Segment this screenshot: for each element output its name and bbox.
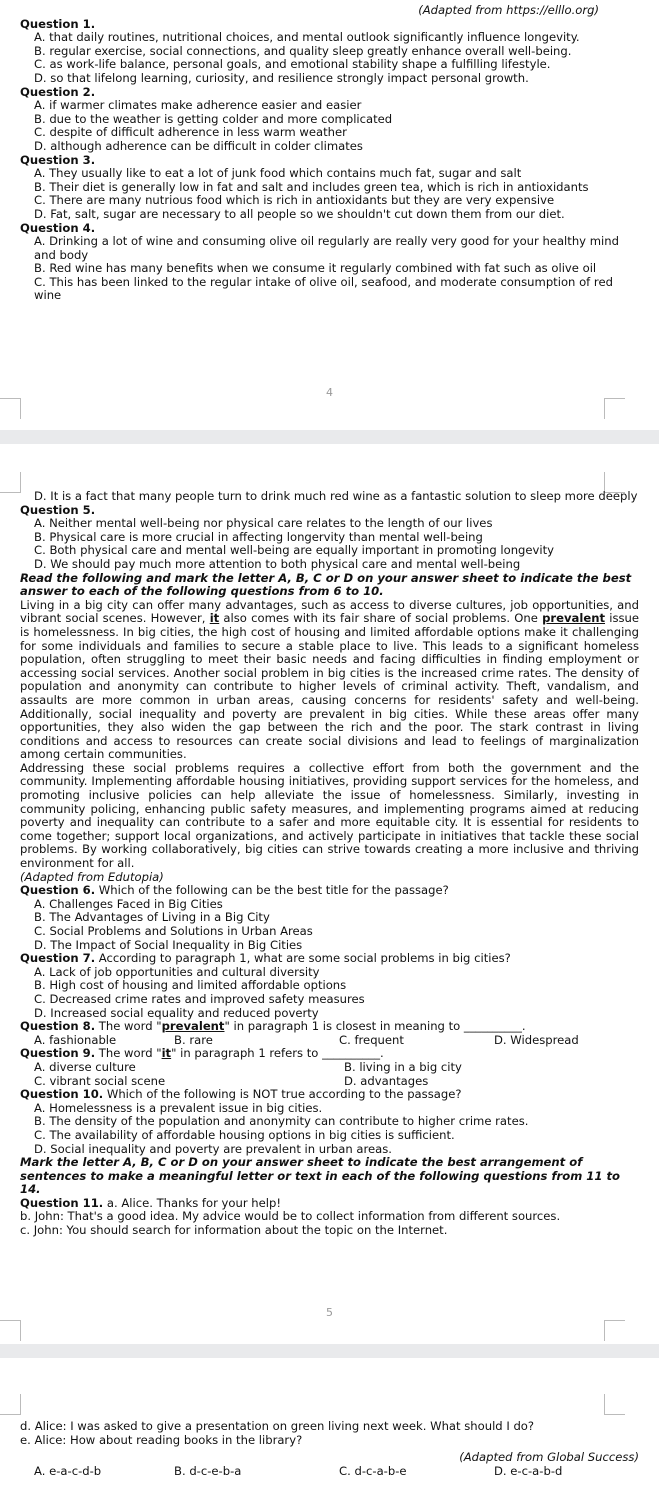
question-9-word: it (161, 1046, 172, 1061)
q2-option-b: B. due to the weather is getting colder and more complicated (34, 111, 393, 126)
q7-option-d: D. Increased social equality and reduced poverty (34, 1005, 319, 1020)
q1-option-c: C. as work-life balance, personal goals, and emotional stability shape a fulfilling lifestyle. (34, 57, 551, 72)
q8-option-d: D. Widespread (494, 1032, 579, 1047)
para1-word-prevalent: prevalent (542, 611, 606, 626)
q1-option-b: B. regular exercise, social connections, and quality sleep greatly enhance overall well-being. (34, 43, 572, 58)
q5-option-d: D. We should pay much more attention to both physical care and mental well-being (34, 556, 521, 571)
q10-option-c: C. The availability of affordable housing options in big cities is sufficient. (34, 1127, 455, 1142)
q8-option-c: C. frequent (339, 1032, 404, 1047)
q11-line-e: e. Alice: How about reading books in the library? (20, 1432, 303, 1447)
q11-line-a: a. Alice. Thanks for your help! (103, 1195, 282, 1210)
passage-paragraph-2: Addressing these social problems requires a collective effort from both the government and the community. Implementing affordable housing initiatives, providing support services for the homeless, and promoting inclusive policies can help alleviate the issue of homelessness. Similarly, investing in community policing, enhancing public safety measures, and implementing programs aimed at reducing poverty and inequality can contribute to a safer and more equitable city. It is essential for residents to come together; support local organizations, and actively participate in initiatives that tackle these social problems. By working collaboratively, big cities can strive towards creating a more inclusive and thriving environment for all. (20, 760, 643, 871)
q3-option-b: B. Their diet is generally low in fat and salt and includes green tea, which is rich in antioxidants (34, 179, 589, 194)
crop-mark (0, 1320, 21, 1341)
arrangement-instruction: Mark the letter A, B, C or D on your answer sheet to indicate the best arrangement of sentences to make a meaningful letter or text in each of the following questions from 11 to 14. (20, 1155, 625, 1197)
q8-option-b: B. rare (174, 1032, 213, 1047)
question-11-label: Question 11. (20, 1195, 104, 1210)
q5-option-b: B. Physical care is more crucial in affecting longervity than mental well-being (34, 529, 483, 544)
q5-option-a: A. Neither mental well-being nor physical care relates to the length of our lives (34, 516, 493, 531)
question-9 (20, 1047, 639, 1061)
question-11 (20, 1197, 639, 1211)
q7-option-b: B. High cost of housing and limited affordable options (34, 978, 347, 993)
page-5 (0, 444, 659, 1344)
q11-option-c: C. d-c-a-b-e (339, 1463, 407, 1478)
q11-options (20, 1465, 639, 1479)
page-4 (0, 0, 659, 430)
q6-option-c: C. Social Problems and Solutions in Urban Areas (34, 924, 313, 938)
source-global-success: (Adapted from Global Success) (459, 1450, 639, 1465)
page-number: 5 (326, 1306, 333, 1319)
para1-part-a: Living in a big city can offer many advantages, such as access to diverse cultures, job opportunities, and vibrant social scenes. However, (20, 597, 643, 626)
q6-option-d: D. The Impact of Social Inequality in Big Cities (34, 937, 303, 952)
q3-option-d: D. Fat, salt, sugar are necessary to all people so we shouldn't cut down them from our diet. (34, 206, 565, 221)
para1-word-it: it (209, 611, 220, 626)
question-6 (20, 884, 639, 898)
q5-option-c: C. Both physical care and mental well-being are equally important in promoting longevity (34, 543, 555, 558)
q10-option-a: A. Homelessness is a prevalent issue in big cities. (34, 1100, 323, 1115)
para1-part-b: also comes with its fair share of social problems. One (219, 611, 543, 626)
q9-option-d: D. advantages (344, 1073, 429, 1088)
crop-mark (0, 472, 21, 493)
q6-option-a: A. Challenges Faced in Big Cities (34, 896, 223, 911)
q9-option-a: A. diverse culture (34, 1059, 136, 1074)
question-7-label: Question 7. (20, 951, 96, 966)
question-8-label: Question 8. (20, 1019, 96, 1034)
question-6-label: Question 6. (20, 883, 96, 898)
crop-mark (0, 398, 21, 419)
q8-options (20, 1034, 639, 1048)
page-gap (0, 430, 659, 444)
q10-option-d: D. Social inequality and poverty are prevalent in urban areas. (34, 1141, 392, 1156)
q6-option-b: B. The Advantages of Living in a Big City (34, 910, 270, 925)
crop-mark (604, 1394, 625, 1415)
question-9-stem-b: " in paragraph 1 refers to __________. (171, 1046, 384, 1061)
q4-option-d: D. It is a fact that many people turn to drink much red wine as a fantastic solution to sleep more deeply (34, 489, 638, 503)
crop-mark (0, 1394, 21, 1415)
question-10 (20, 1088, 639, 1102)
q3-option-c: C. There are many nutrious food which is rich in antioxidants but they are very expensive (34, 193, 555, 208)
q9-options-row-1 (20, 1061, 639, 1075)
q11-line-c: c. John: You should search for information about the topic on the Internet. (20, 1223, 448, 1238)
page-gap (0, 1344, 659, 1358)
question-10-label: Question 10. (20, 1087, 104, 1102)
q1-option-a: A. that daily routines, nutritional choices, and mental outlook significantly influence longevity. (34, 30, 580, 45)
question-6-stem: Which of the following can be the best title for the passage? (95, 883, 449, 898)
question-4-label: Question 4. (20, 220, 96, 235)
q4-option-c: C. This has been linked to the regular intake of olive oil, seafood, and moderate consumption of red wine (34, 274, 617, 303)
question-8-stem-b: " in paragraph 1 is closest in meaning to __________. (224, 1019, 526, 1034)
q9-options-row-2 (20, 1075, 639, 1089)
question-8-stem-a: The word " (95, 1019, 162, 1034)
question-8 (20, 1020, 639, 1034)
q11-option-d: D. e-c-a-b-d (494, 1463, 563, 1478)
q2-option-d: D. although adherence can be difficult in colder climates (34, 138, 363, 153)
question-9-label: Question 9. (20, 1046, 96, 1061)
q7-option-c: C. Decreased crime rates and improved safety measures (34, 991, 365, 1006)
q3-option-a: A. They usually like to eat a lot of junk food which contains much fat, sugar and salt (34, 166, 522, 181)
question-8-word: prevalent (161, 1019, 225, 1034)
question-3-label: Question 3. (20, 152, 96, 167)
q4-option-a: A. Drinking a lot of wine and consuming olive oil regularly are really very good for your healthy mind and body (34, 234, 623, 262)
question-1-label: Question 1. (20, 16, 96, 31)
page-number: 4 (326, 386, 333, 399)
q4-option-b: B. Red wine has many benefits when we consume it regularly combined with fat such as olive oil (34, 261, 597, 276)
reading-instruction: Read the following and mark the letter A, B, C or D on your answer sheet to indicate the best answer to each of the following questions from 6 to 10. (20, 570, 636, 599)
q11-line-b: b. John: That's a good idea. My advice would be to collect information from different sources. (20, 1209, 561, 1224)
question-2-label: Question 2. (20, 84, 96, 99)
question-7 (20, 952, 639, 966)
q8-option-a: A. fashionable (34, 1032, 117, 1047)
crop-mark (604, 398, 625, 419)
q7-option-a: A. Lack of job opportunities and cultural diversity (34, 964, 320, 979)
q9-option-c: C. vibrant social scene (34, 1073, 166, 1088)
q2-option-a: A. if warmer climates make adherence easier and easier (34, 98, 362, 113)
question-5-label: Question 5. (20, 502, 96, 517)
q11-option-b: B. d-c-e-b-a (174, 1463, 242, 1478)
q1-option-d: D. so that lifelong learning, curiosity, and resilience strongly impact personal growth. (34, 70, 529, 85)
question-7-stem: According to paragraph 1, what are some social problems in big cities? (95, 951, 511, 966)
passage-paragraph-1 (20, 597, 643, 762)
q11-option-a: A. e-a-c-d-b (34, 1463, 102, 1478)
question-10-stem: Which of the following is NOT true according to the passage? (103, 1087, 462, 1102)
q9-option-b: B. living in a big city (344, 1059, 462, 1074)
question-9-stem-a: The word " (95, 1046, 162, 1061)
source-elllo: (Adapted from https://elllo.org) (418, 3, 599, 17)
q11-line-d: d. Alice: I was asked to give a presentation on green living next week. What should I do? (20, 1419, 535, 1433)
para1-part-c: issue is homelessness. In big cities, the high cost of housing and limited affordable options make it challenging for some individuals and families to secure a stable place to live. This leads to a significant homeless population, often struggling to meet their basic needs and facing difficulties in finding employment or accessing social services. Another social problem in big cities is the increased crime rates. The density of population and anonymity can contribute to higher levels of criminal activity. Theft, vandalism, and assaults are more common in urban areas, causing concerns for residents' safety and well-being. Additionally, social inequality and poverty are prevalent in big cities. While these areas offer many opportunities, they also widen the gap between the rich and the poor. The stark contrast in living conditions and access to resources can create social divisions and lead to feelings of marginalization among certain communities. (20, 611, 643, 762)
page-6 (0, 1358, 659, 1500)
q2-option-c: C. despite of difficult adherence in less warm weather (34, 125, 347, 140)
q10-option-b: B. The density of the population and anonymity can contribute to higher crime rates. (34, 1114, 529, 1129)
source-edutopia: (Adapted from Edutopia) (20, 869, 164, 884)
crop-mark (604, 1320, 625, 1341)
